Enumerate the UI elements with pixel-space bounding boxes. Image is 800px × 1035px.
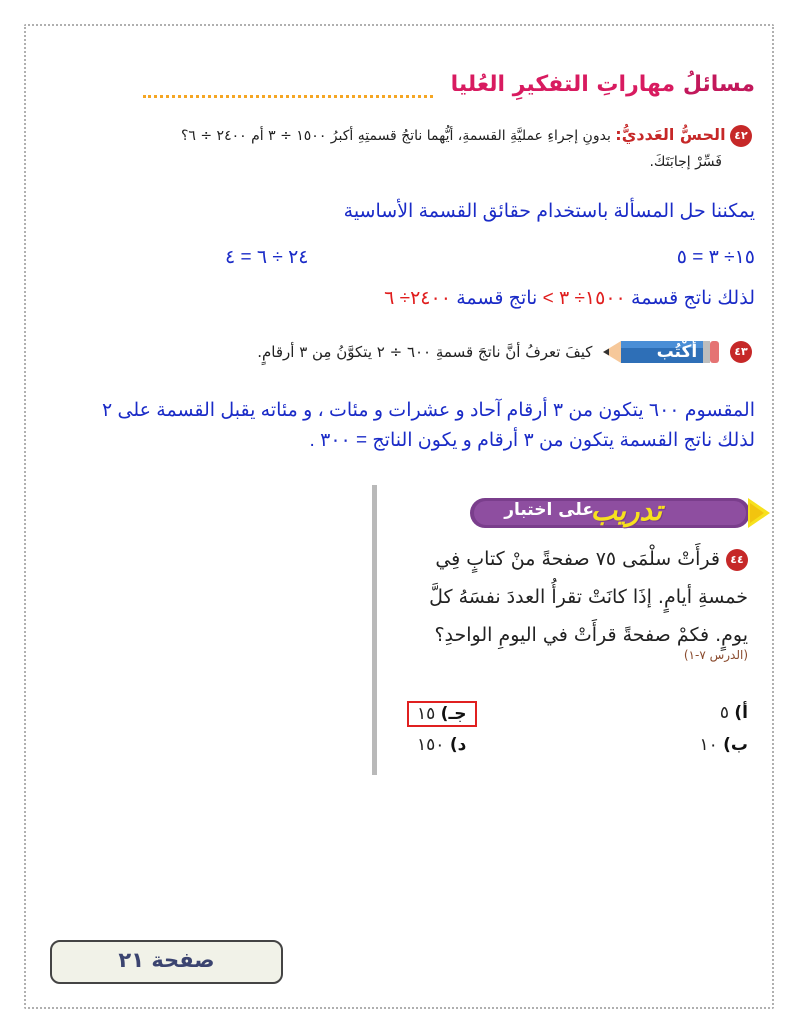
page-number-label: صفحة ٢١ — [118, 948, 215, 972]
conclusion-expr1: ١٥٠٠÷ ٣ > — [542, 288, 626, 309]
question-44-line1: قرأَتْ سلْمَى ٧٥ صفحةً منْ كتابٍ فِي — [435, 548, 720, 570]
answer-42-conclusion — [384, 287, 755, 310]
question-44-line3: يومٍ. فكمْ صفحةً قرأَتْ في اليومِ الواحدِ؟ — [434, 624, 748, 646]
question-43-text: كيفَ تعرفُ أنَّ ناتجَ قسمةِ ٦٠٠ ÷ ٢ يتكوَّنُ مِن ٣ أرقامٍ. — [257, 343, 593, 361]
answer-42-line1: يمكننا حل المسألة باستخدام حقائق القسمة الأساسية — [343, 201, 755, 222]
question-number-44: ٤٤ — [726, 549, 748, 571]
question-44-line2: خمسةِ أيامٍ. إذَا كانَتْ تقرأُ العددَ نفسَهُ كلَّ — [429, 586, 748, 608]
write-pencil-tab — [603, 338, 719, 366]
choice-b-value: ١٠ — [699, 735, 718, 755]
test-header-title-b: على اختبار — [504, 500, 594, 520]
question-number-43: ٤٣ — [730, 341, 752, 363]
choice-a-letter: أ) — [734, 703, 748, 723]
choice-c-selected[interactable] — [407, 701, 477, 727]
test-header-title-a: تدريب — [590, 494, 662, 527]
answer-42-equation-left: ٢٤ ÷ ٦ = ٤ — [225, 247, 309, 268]
choice-b-letter: ب) — [723, 735, 748, 755]
choice-d-value: ١٥٠ — [417, 735, 445, 755]
answer-43-line2: لذلك ناتج القسمة يتكون من ٣ أرقام و يكون الناتج = ٣٠٠ . — [309, 430, 755, 451]
conclusion-expr2: ٢٤٠٠÷ ٦ — [384, 288, 451, 309]
write-tab-label: أُكْتُب — [656, 342, 698, 362]
title-dotted-line — [143, 95, 433, 98]
choice-d-letter: د) — [449, 735, 467, 755]
question-44 — [418, 540, 748, 654]
choice-a[interactable] — [720, 703, 748, 723]
section-title-part1: مسائلُ — [682, 72, 755, 97]
choice-c-letter: جـ) — [440, 704, 467, 724]
test-practice-header — [470, 492, 770, 534]
choice-a-value: ٥ — [719, 703, 729, 723]
section-title — [451, 72, 755, 97]
answer-43-line1: المقسوم ٦٠٠ يتكون من ٣ أرقام آحاد و عشرات و مئات ، و مئاته يقبل القسمة على ٢ — [102, 400, 755, 421]
question-42-text: بدونِ إجراءِ عمليَّةِ القسمةِ، أيُّهما ناتجُ قسمتِهِ أكبرُ ١٥٠٠ ÷ ٣ أم ٢٤٠٠ ÷ ٦؟ — [180, 128, 611, 144]
question-42-text2: فَسِّرْ إجابَتَكَ. — [649, 154, 722, 170]
question-42 — [52, 122, 752, 175]
question-number-42: ٤٢ — [730, 125, 752, 147]
choice-d[interactable] — [407, 735, 476, 755]
conclusion-prefix: لذلك ناتج قسمة — [631, 288, 755, 309]
question-42-label: الحسُّ العَدديُّ: — [615, 125, 726, 144]
question-43 — [257, 338, 752, 366]
choice-c-value: ١٥ — [417, 704, 436, 724]
choice-b[interactable] — [699, 735, 748, 755]
answer-43 — [35, 396, 755, 456]
answer-42-equation-right: ١٥÷ ٣ = ٥ — [676, 247, 755, 268]
page-number-box — [50, 940, 283, 984]
lesson-reference: (الدرس ٧-١) — [683, 648, 748, 662]
section-title-part2: مهاراتِ التفكيرِ العُليا — [450, 72, 676, 97]
conclusion-mid: ناتج قسمة — [456, 288, 538, 309]
